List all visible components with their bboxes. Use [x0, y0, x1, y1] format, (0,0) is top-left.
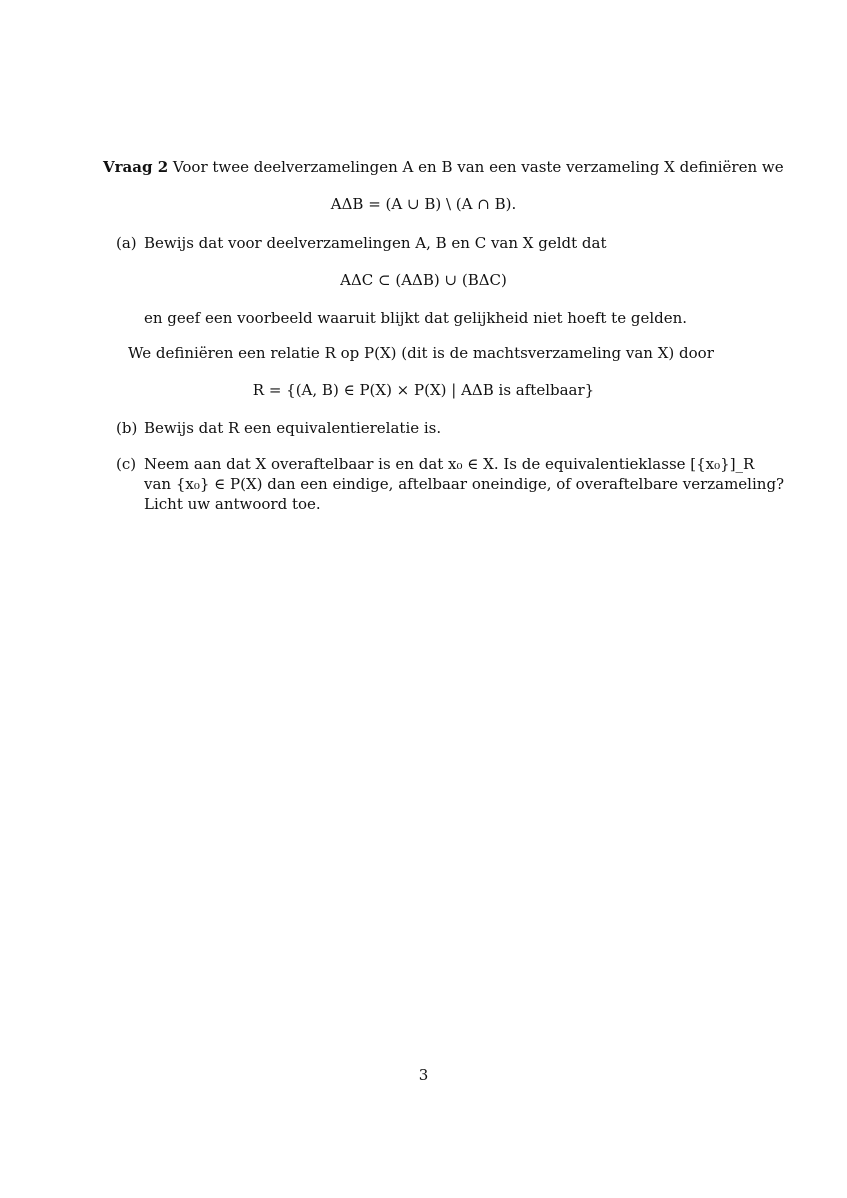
part-b-text: Bewijs dat R een equivalentierelatie is. — [144, 419, 442, 437]
question-label: Vraag 2 — [103, 158, 169, 176]
part-c-line-1: Neem aan dat X overaftelbaar is en dat x₀ ∈ X. Is de equivalentieklasse [{x₀}]_R — [144, 455, 755, 473]
part-c-label: (c) — [116, 455, 137, 473]
question-header — [103, 157, 784, 177]
relation-text: We definiëren een relatie R op P(X) (dit is de machtsverzameling van X) door — [128, 344, 714, 362]
relation-formula: R = {(A, B) ∈ P(X) × P(X) | AΔB is aftelbaar} — [252, 381, 595, 399]
part-a-formula: AΔC ⊂ (AΔB) ∪ (BΔC) — [340, 271, 507, 289]
part-a-label: (a) — [116, 234, 137, 252]
part-c-line-3: Licht uw antwoord toe. — [144, 495, 321, 513]
definition-formula: AΔB = (A ∪ B) \ (A ∩ B). — [330, 195, 517, 213]
part-c-line-2: van {x₀} ∈ P(X) dan een eindige, aftelbaar oneindige, of overaftelbare verzameling? — [144, 475, 785, 493]
page-number: 3 — [418, 1066, 429, 1084]
part-b-label: (b) — [116, 419, 138, 437]
part-a-text: Bewijs dat voor deelverzamelingen A, B en C van X geldt dat — [144, 234, 607, 252]
part-a-continuation: en geef een voorbeeld waaruit blijkt dat gelijkheid niet hoeft te gelden. — [144, 309, 688, 327]
question-intro: Voor twee deelverzamelingen A en B van een vaste verzameling X definiëren we — [172, 158, 784, 176]
